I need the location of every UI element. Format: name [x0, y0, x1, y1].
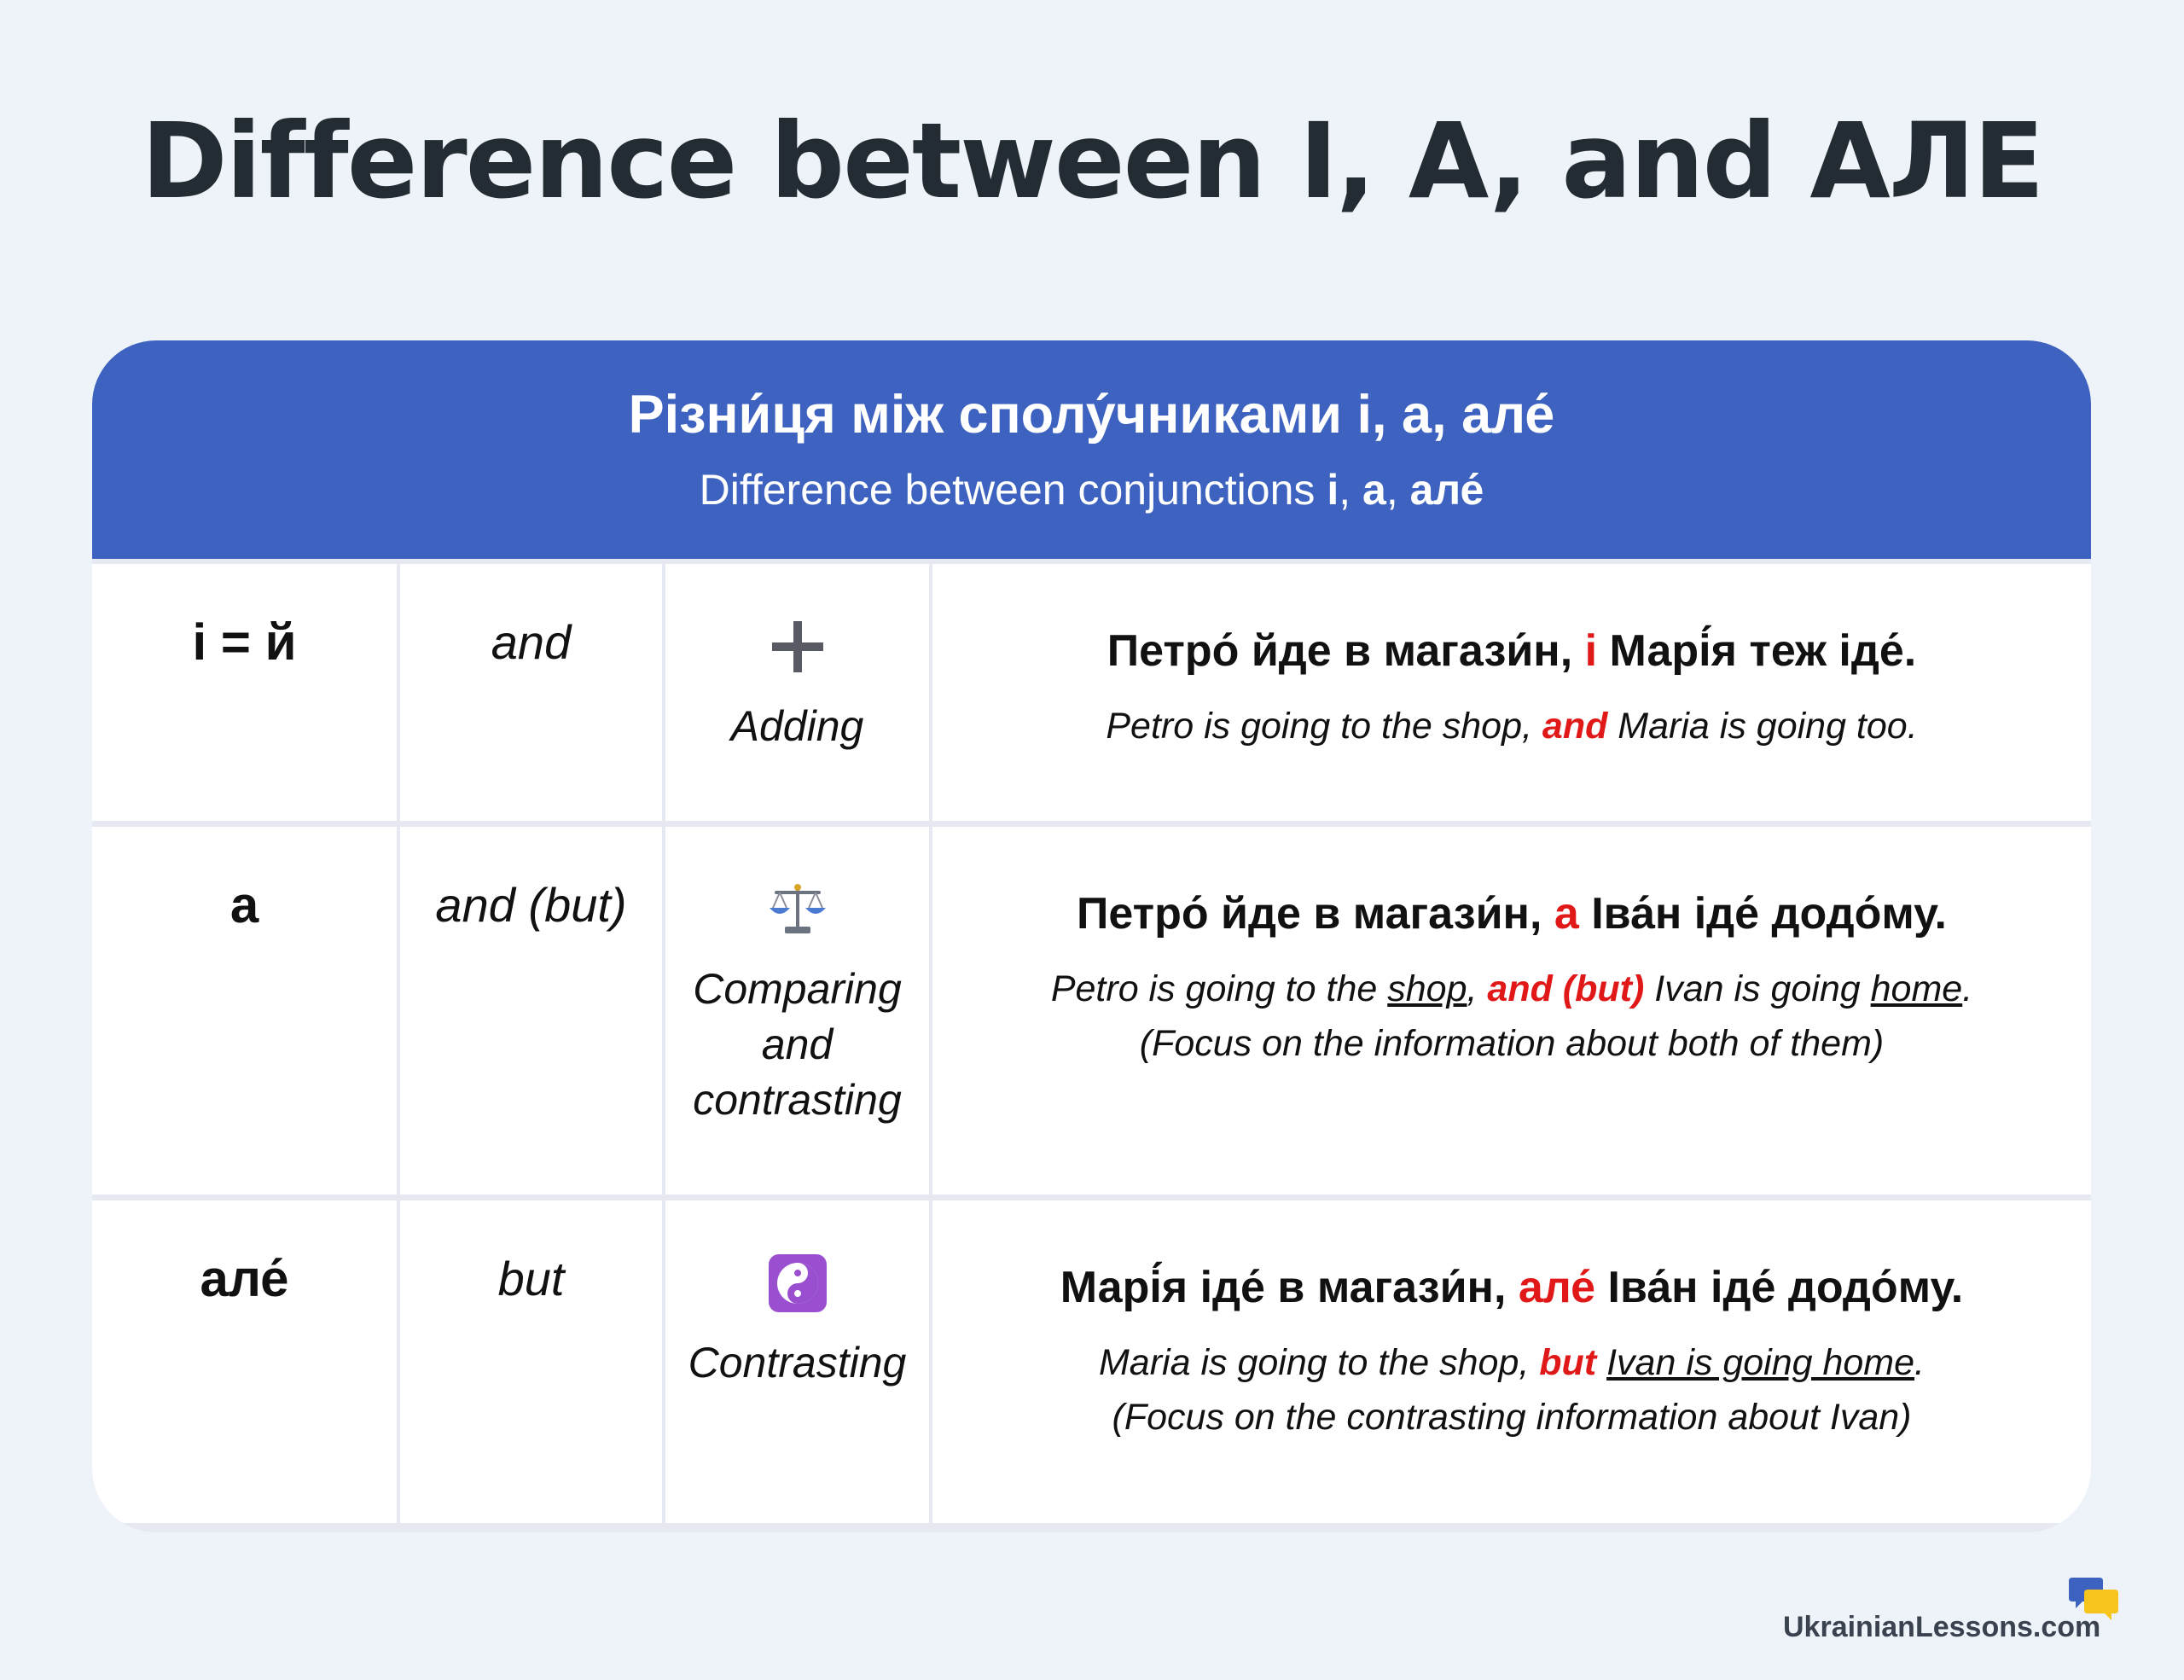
subtitle-separator: , [1339, 466, 1363, 514]
example-text: Maria is going to the shop, [1098, 1342, 1540, 1383]
example-text: shop [1387, 968, 1467, 1009]
example-text: Ivan is going [1644, 968, 1871, 1009]
example-text: Petro is going to the shop, [1106, 706, 1542, 747]
example-text: . [1914, 1342, 1925, 1383]
example-text: Іва́н іде́ додо́му. [1578, 889, 1947, 939]
example-english-line [932, 1016, 2091, 1071]
meaning-cell: and [400, 564, 662, 821]
example-text: Maria is going too. [1607, 706, 1918, 747]
function-cell [665, 1200, 929, 1523]
example-text: , [1467, 968, 1488, 1009]
table-header [92, 340, 2091, 559]
subtitle-term-a: а [1362, 466, 1386, 514]
example-cell [932, 564, 2091, 821]
table-header-subtitle [92, 466, 2091, 514]
highlighted-conjunction: і [1584, 626, 1598, 676]
example-english-line [932, 1335, 2091, 1390]
example-text: Марі́я іде́ в магази́н, [1060, 1263, 1519, 1312]
yin-yang-icon [768, 1253, 828, 1313]
example-text [1596, 1342, 1606, 1383]
highlighted-translation: and [1542, 706, 1608, 747]
example-ukrainian [932, 626, 2091, 676]
subtitle-term-i: і [1327, 466, 1339, 514]
function-cell [665, 564, 929, 821]
function-label: Adding [730, 702, 864, 750]
example-text: (Focus on the contrasting information about Ivan) [1112, 1397, 1912, 1438]
highlighted-translation: and (but) [1487, 968, 1645, 1009]
example-text: home [1870, 968, 1963, 1009]
example-cell [932, 827, 2091, 1195]
term-cell: а [92, 827, 397, 1195]
plus-icon [770, 619, 825, 674]
conjunctions-table-card [92, 340, 2091, 1532]
example-text: Petro is going to the [1050, 968, 1388, 1009]
highlighted-conjunction: а [1554, 889, 1579, 939]
example-ukrainian [932, 1265, 2091, 1310]
meaning-cell: and (but) [400, 827, 662, 1195]
example-cell [932, 1200, 2091, 1523]
subtitle-term-ale: але́ [1409, 466, 1484, 514]
function-label: Contrasting [688, 1339, 907, 1386]
example-english-line [932, 1390, 2091, 1445]
example-text: Петро́ йде в магази́н, [1107, 626, 1585, 676]
subtitle-separator: , [1385, 466, 1410, 514]
brand-name[interactable]: UkrainianLessons.com [1783, 1611, 2101, 1643]
function-label: Comparing and contrasting [693, 965, 902, 1124]
highlighted-translation: but [1539, 1342, 1597, 1383]
table-header-title: Різни́ця між сполу́чниками і, а, але́ [628, 385, 1555, 445]
example-english-line [932, 962, 2091, 1016]
example-english-line [932, 699, 2091, 753]
balance-scale-icon [768, 882, 828, 937]
example-text: Петро́ йде в магази́н, [1077, 889, 1554, 939]
example-text: (Focus on the information about both of them) [1139, 1023, 1885, 1064]
example-ukrainian [932, 889, 2091, 939]
term-cell: і = й [92, 564, 397, 821]
function-cell [665, 827, 929, 1195]
example-text: . [1962, 968, 1973, 1009]
conjunctions-grid [92, 559, 2091, 1523]
example-text: Ivan is going home [1606, 1342, 1915, 1383]
subtitle-prefix: Difference between conjunctions [699, 466, 1327, 514]
term-cell: але́ [92, 1200, 397, 1523]
highlighted-conjunction: але́ [1518, 1263, 1596, 1312]
example-text: Марі́я теж іде́. [1597, 626, 1917, 676]
meaning-cell: but [400, 1200, 662, 1523]
example-text: Іва́н іде́ додо́му. [1595, 1263, 1964, 1312]
page-title: Difference between I, A, and АЛЕ [141, 101, 2043, 222]
